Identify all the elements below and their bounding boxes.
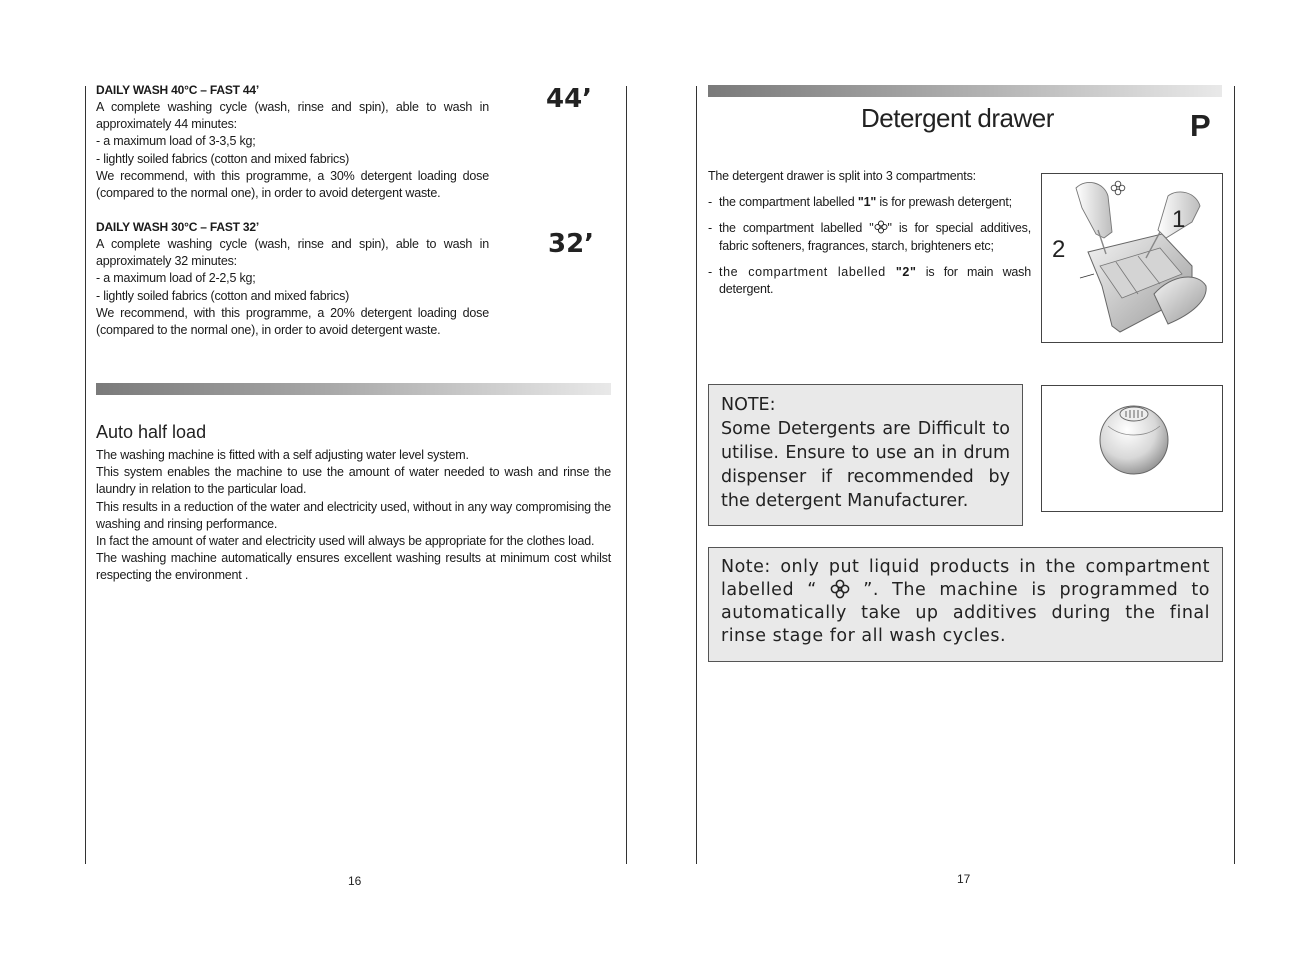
programme-line: - lightly soiled fabrics (cotton and mixed fabrics) [96, 288, 350, 303]
list-item-text: the compartment labelled " [719, 221, 874, 236]
paragraph-line: This results in a reduction of the water and electricity used, without in any way compromising the washing and rinsing performance. [96, 499, 611, 531]
programme-32 [96, 219, 489, 339]
language-letter: P [1190, 108, 1211, 143]
programme-line: - a maximum load of 2-2,5 kg; [96, 271, 256, 286]
section-divider-bar [96, 383, 611, 395]
programme-line: A complete washing cycle (wash, rinse and spin), able to wash in approximately 32 minutes: [96, 237, 489, 269]
note-box-detergents [708, 384, 1023, 526]
right-margin-rule [1234, 86, 1235, 864]
note-box-liquid-products [708, 547, 1223, 662]
programme-line: A complete washing cycle (wash, rinse and spin), able to wash in approximately 44 minutes: [96, 100, 489, 132]
programme-line: We recommend, with this programme, a 20% detergent loading dose (compared to the normal one), in order to avoid detergent waste. [96, 305, 489, 338]
list-item-text: is for prewash detergent; [876, 195, 1012, 210]
right-page-left-rule [696, 86, 697, 864]
compartment-label: "2" [895, 264, 917, 279]
list-item: - the compartment labelled " " is for special additives, fabric softeners, fragrances, starch, brighteners etc; [708, 221, 1031, 253]
time-badge-44: 44’ [546, 84, 593, 114]
paragraph-line: The washing machine is fitted with a self adjusting water level system. [96, 448, 469, 462]
list-item: - the compartment labelled "1" is for prewash detergent; [708, 195, 1012, 210]
page-number-left: 16 [348, 874, 362, 888]
page-number-right: 17 [957, 872, 971, 886]
list-item-text: the compartment labelled [719, 195, 858, 210]
programme-line: - lightly soiled fabrics (cotton and mixed fabrics) [96, 151, 350, 166]
programme-title: DAILY WASH 40°C – FAST 44’ [96, 83, 259, 97]
callout-1: 1 [1172, 206, 1186, 233]
auto-half-load-text [96, 447, 611, 585]
header-gradient-bar [708, 85, 1222, 97]
page-title: Detergent drawer [861, 103, 1054, 133]
programme-title: DAILY WASH 30°C – FAST 32’ [96, 220, 259, 234]
flower-icon [874, 220, 888, 234]
left-margin-rule [85, 86, 86, 864]
paragraph-line: In fact the amount of water and electricity used will always be appropriate for the clothes load. [96, 534, 595, 549]
drawer-drawing [1042, 174, 1222, 342]
list-item-text: the compartment labelled [719, 264, 896, 279]
programme-line: We recommend, with this programme, a 30% detergent loading dose (compared to the normal one), in order to avoid detergent waste. [96, 168, 489, 201]
list-item-text: " is for special additives, fabric softeners, fragrances, starch, brighteners etc; [719, 221, 1031, 253]
flower-icon [830, 579, 850, 599]
dispenser-ball-drawing [1042, 386, 1222, 511]
list-item-text: is for main wash detergent. [719, 264, 1031, 297]
compartment-description [708, 168, 1031, 298]
note-heading: NOTE: [721, 395, 776, 415]
note-text-part: ”. The machine is programmed to automatically take up additives during the final rinse stage for all wash cycles. [721, 580, 1210, 646]
list-item: - the compartment labelled "2" is for main wash detergent. [708, 264, 1031, 297]
compartment-label: "1" [857, 195, 877, 210]
detergent-drawer-illustration [1041, 173, 1223, 343]
left-page-right-rule [626, 86, 627, 864]
dispenser-ball-illustration [1041, 385, 1223, 512]
programme-line: - a maximum load of 3-3,5 kg; [96, 134, 256, 149]
callout-2: 2 [1052, 236, 1066, 263]
section-title-auto-half-load: Auto half load [96, 422, 207, 442]
note-body: Some Detergents are Difficult to utilise. Ensure to use an in drum dispenser if recommended by the detergent Manufacturer. [721, 419, 1010, 511]
note-body [721, 556, 1210, 648]
note-text-part: Note: only put liquid products in the compartment labelled “ [721, 557, 1210, 600]
paragraph-line: The washing machine automatically ensures excellent washing results at minimum cost whilst respecting the environment . [96, 551, 611, 583]
programme-44 [96, 82, 489, 202]
intro-text: The detergent drawer is split into 3 compartments: [708, 169, 976, 183]
time-badge-32: 32’ [548, 229, 595, 259]
paragraph-line: This system enables the machine to use the amount of water needed to wash and rinse the laundry in relation to the particular load. [96, 465, 611, 497]
